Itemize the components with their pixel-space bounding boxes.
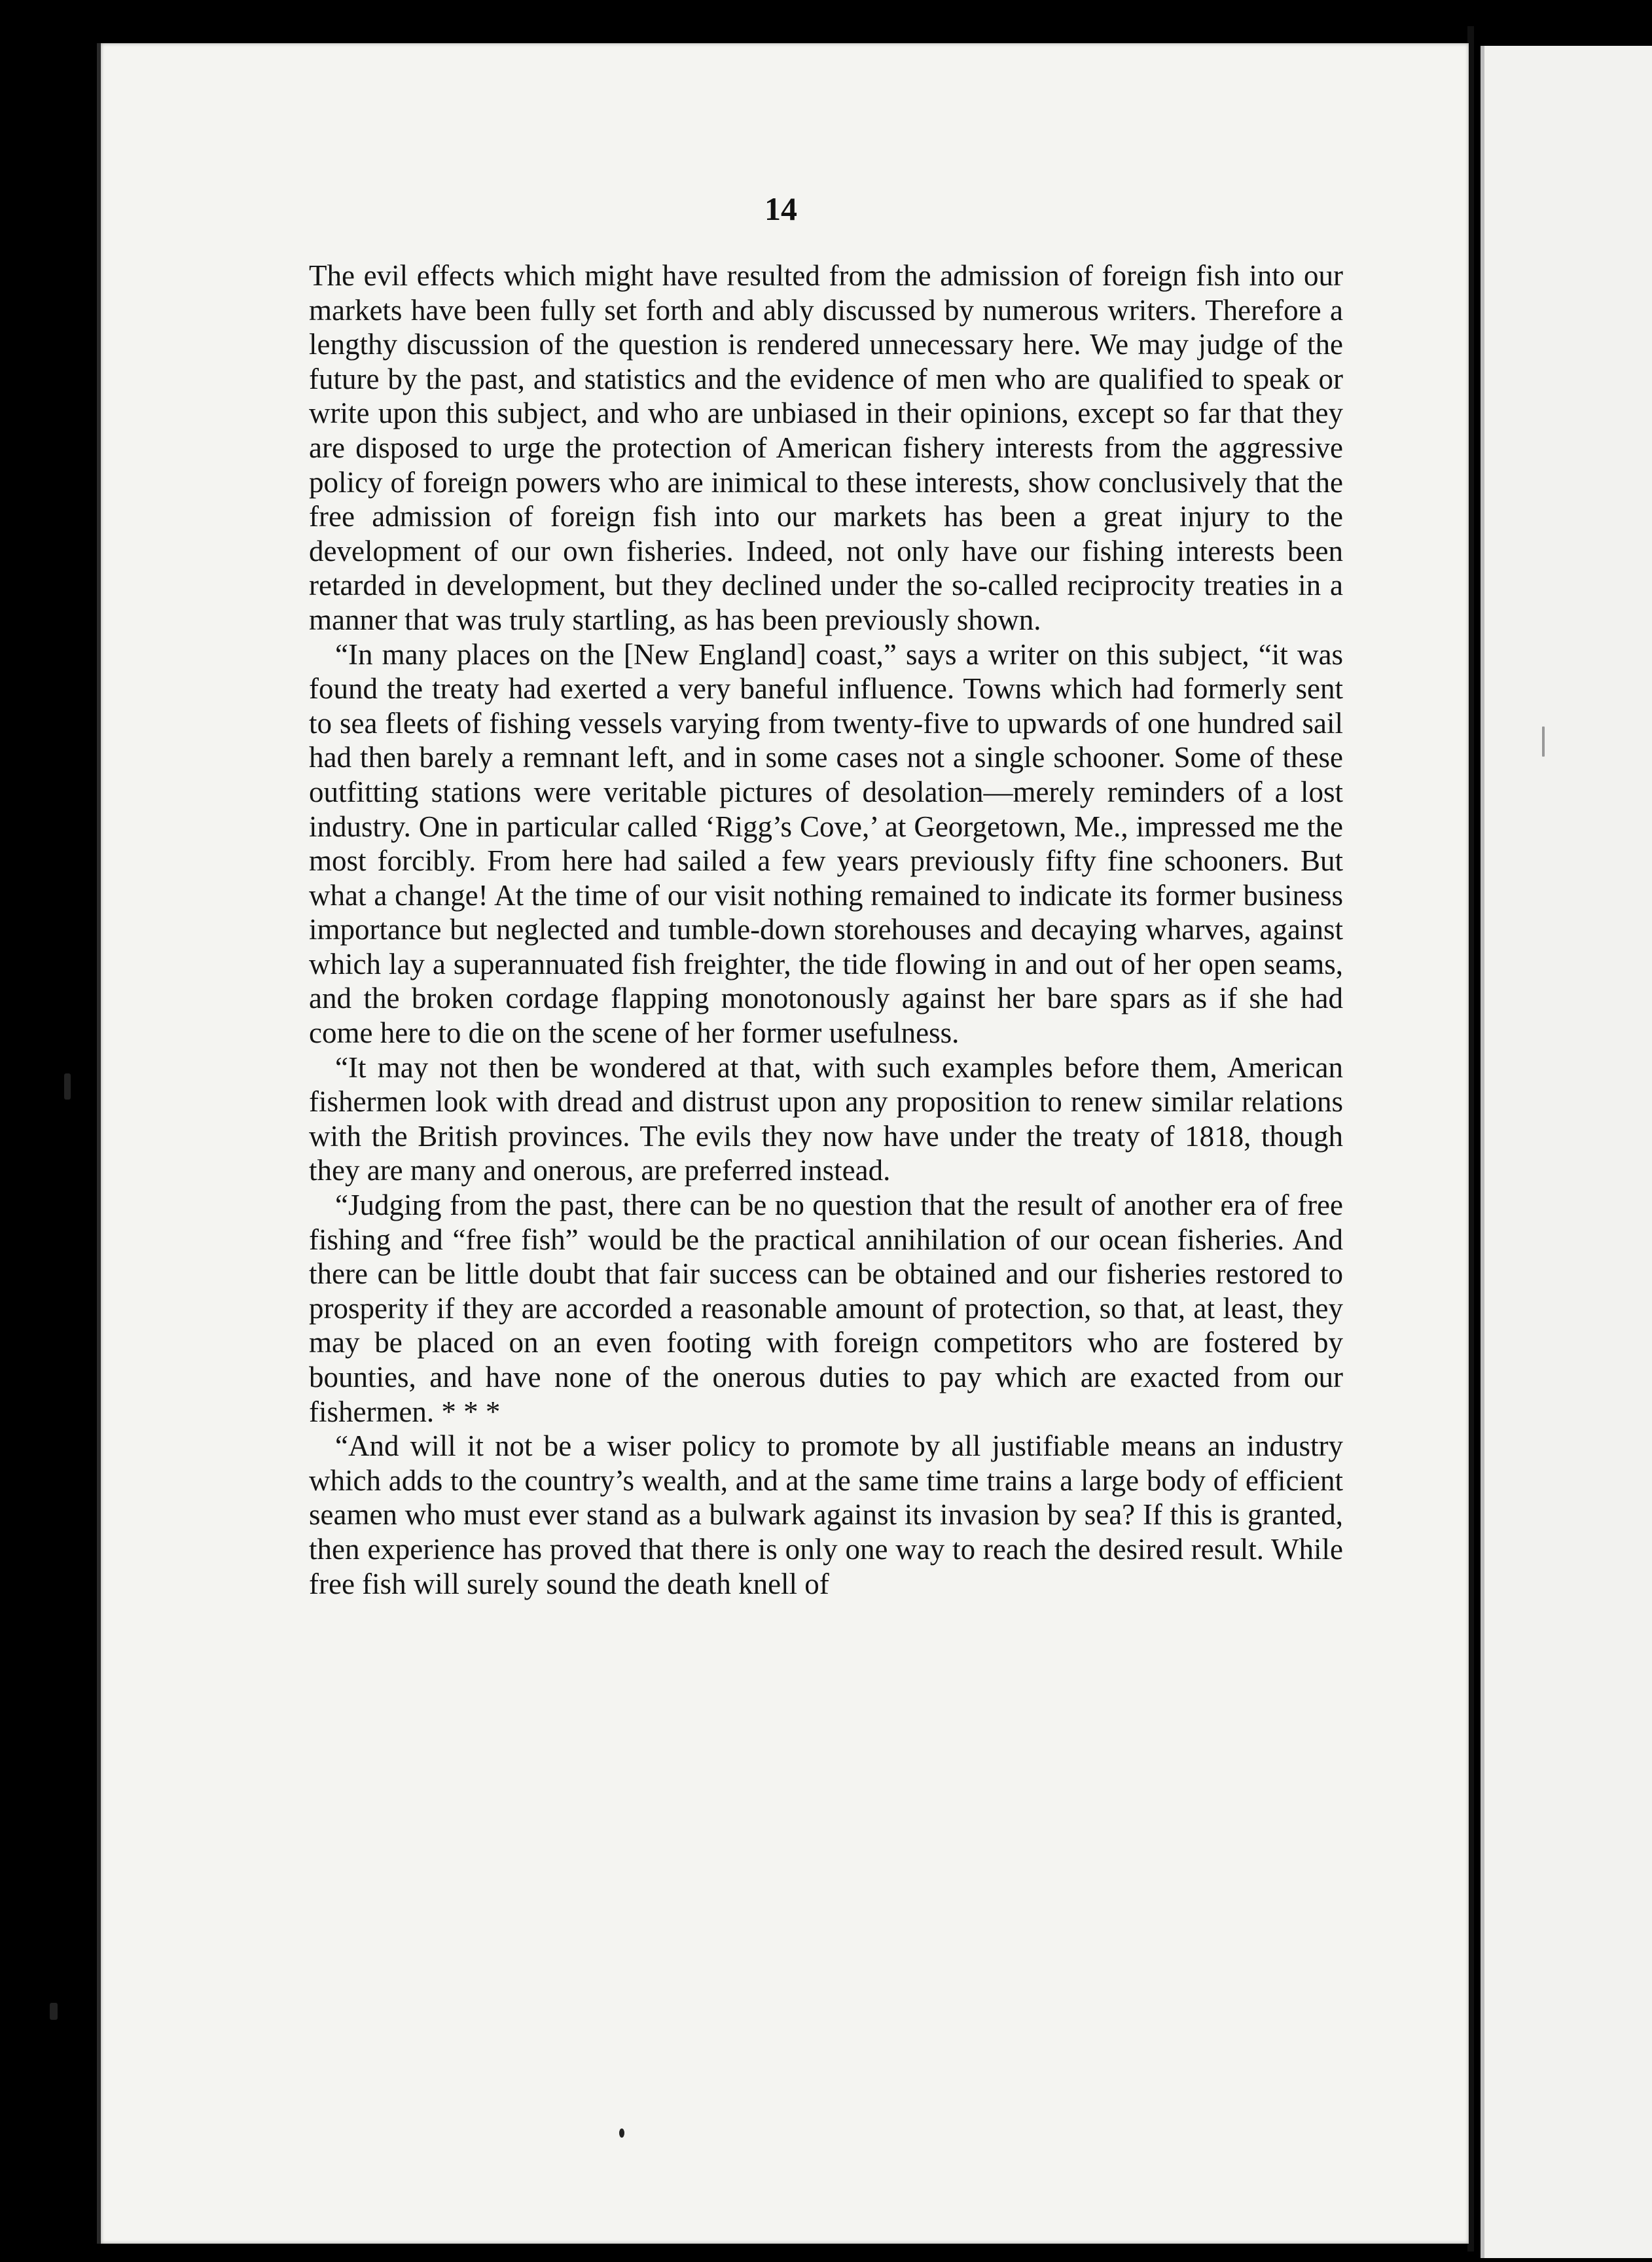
adjacent-page-fold bbox=[1481, 46, 1484, 2258]
scan-speck bbox=[50, 2003, 58, 2020]
scan-speck bbox=[619, 2128, 624, 2138]
paragraph-1: The evil effects which might have resulted from the admission of foreign fish into our markets have been fully set forth and ably discussed by numerous writers. Therefore a lengthy discussion of the question is rendered unnecessary here. We may judge of the future by the past, and statistics and the evidence of men who are qualified to speak or write upon this subject, and who are unbiased in their opinions, except so far that they are disposed to urge the protection of American fishery interests from the aggressive policy of foreign powers who are inimical to these interests, show conclusively that the free admission of foreign fish into our markets has been a great injury to the development of our own fisheries. Indeed, not only have our fishing interests been retarded in development, but they declined under the so-called reciprocity treaties in a manner that was truly startling, as has been previously shown. bbox=[309, 259, 1343, 636]
paragraph-5: “And will it not be a wiser policy to promote by all justifiable means an industry which adds to the country’s wealth, and at the same time trains a large body of efficient seamen who must ever stand as a bulwark against its invasion by sea? If this is granted, then experience has proved that there is only one way to reach the desired result. While free fish will surely sound the death knell of bbox=[309, 1429, 1343, 1600]
paragraph-4: “Judging from the past, there can be no question that the result of another era of free fishing and “free fish” would be the practical annihilation of our ocean fisheries. And there can be little doubt that fair success can be obtained and our fisheries restored to prosperity if they are accorded a reasonable amount of protection, so that, at least, they may be placed on an even footing with foreign competitors who are fostered by bounties, and have none of the onerous duties to pay which are exacted from our fishermen. * * * bbox=[309, 1189, 1343, 1428]
paragraph-2: “In many places on the [New England] coast,” says a writer on this subject, “it was found the treaty had exerted a very baneful influence. Towns which had formerly sent to sea fleets of fishing vessels varying from twenty-five to upwards of one hundred sail had then barely a remnant left, and in some cases not a single schooner. Some of these outfitting stations were veritable pictures of desolation—merely reminders of a lost industry. One in particular called ‘Rigg’s Cove,’ at Georgetown, Me., impressed me the most forcibly. From here had sailed a few years previously fifty fine schooners. But what a change! At the time of our visit nothing remained to indicate its former business importance but neglected and tumble-down storehouses and decaying wharves, against which lay a superannuated fish freighter, the tide flowing in and out of her open seams, and the broken cordage flapping monotonously against her bare spars as if she had come here to die on the scene of her former usefulness. bbox=[309, 637, 1343, 1050]
scan-speck bbox=[1542, 727, 1545, 757]
adjacent-page bbox=[1481, 46, 1652, 2258]
paragraph-3: “It may not then be wondered at that, with such examples before them, American fishermen look with dread and distrust upon any proposition to renew similar relations with the British provinces. The evils they now have under the treaty of 1818, though they are many and onerous, are preferred instead. bbox=[309, 1050, 1343, 1187]
body-text bbox=[309, 259, 1343, 1601]
scan-top-border bbox=[0, 0, 1652, 46]
scan-speck bbox=[64, 1073, 71, 1100]
page-number: 14 bbox=[764, 190, 797, 227]
